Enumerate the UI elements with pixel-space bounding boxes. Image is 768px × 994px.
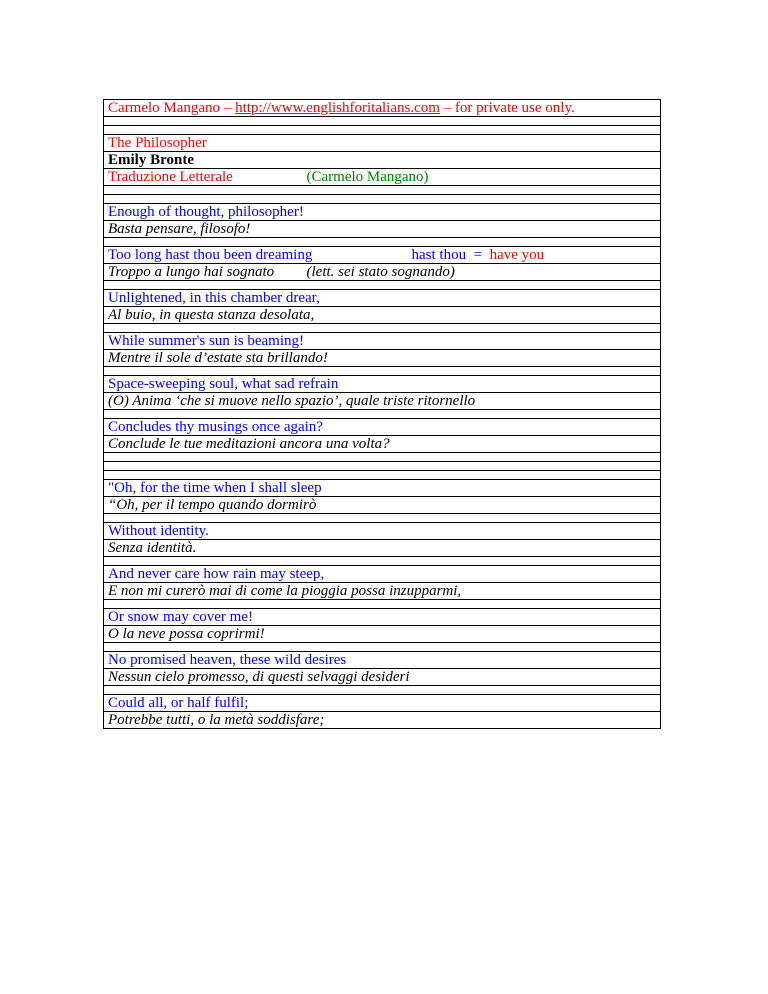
empty-row — [104, 281, 661, 290]
verse-italian: (O) Anima ‘che si muove nello spazio’, quale triste ritornello — [104, 393, 661, 410]
header-url-link[interactable]: http://www.englishforitalians.com — [235, 100, 440, 116]
verse-en-row — [104, 204, 661, 221]
header-dash: – — [439, 100, 455, 116]
verse-english: Or snow may cover me! — [104, 609, 661, 626]
verse-en-row — [104, 480, 661, 497]
verse-en-row — [104, 695, 661, 712]
empty-row — [104, 514, 661, 523]
empty-row — [104, 453, 661, 462]
empty-row — [104, 643, 661, 652]
verse-english: And never care how rain may steep, — [104, 566, 661, 583]
verse-it-row — [104, 264, 661, 281]
verse-note-term: hast thou = have you — [411, 247, 545, 263]
empty-row — [104, 462, 661, 471]
empty-row — [104, 186, 661, 195]
empty-row — [104, 195, 661, 204]
verse-italian: Troppo a lungo hai sognato — [108, 264, 275, 280]
verse-italian: Conclude le tue meditazioni ancora una volta? — [104, 436, 661, 453]
verse-italian-note: (lett. sei stato sognando) — [306, 264, 455, 280]
verse-en-row — [104, 652, 661, 669]
verse-english: Unlightened, in this chamber drear, — [104, 290, 661, 307]
empty-row — [104, 600, 661, 609]
verse-english: Without identity. — [104, 523, 661, 540]
verse-english: Could all, or half fulfil; — [104, 695, 661, 712]
empty-row — [104, 471, 661, 480]
verse-en-row — [104, 609, 661, 626]
verse-it-row — [104, 436, 661, 453]
verse-italian: Potrebbe tutti, o la metà soddisfare; — [104, 712, 661, 729]
verse-italian: Basta pensare, filosofo! — [104, 221, 661, 238]
poem-title: The Philosopher — [104, 135, 661, 152]
title-row — [104, 135, 661, 152]
header-dash: – — [220, 100, 236, 116]
verse-en-row — [104, 333, 661, 350]
empty-row — [104, 238, 661, 247]
verse-english: Concludes thy musings once again? — [104, 419, 661, 436]
header-row — [104, 100, 661, 117]
verse-italian: Mentre il sole d’estate sta brillando! — [104, 350, 661, 367]
translation-row — [104, 169, 661, 186]
document-table — [103, 99, 661, 729]
verse-italian: Nessun cielo promesso, di questi selvaggi desideri — [104, 669, 661, 686]
verse-it-row — [104, 350, 661, 367]
verse-it-row — [104, 393, 661, 410]
verse-it-row — [104, 497, 661, 514]
empty-row — [104, 324, 661, 333]
poet-row — [104, 152, 661, 169]
verse-it-row — [104, 221, 661, 238]
verse-en-row — [104, 247, 661, 264]
verse-en-row — [104, 523, 661, 540]
verse-italian: Al buio, in questa stanza desolata, — [104, 307, 661, 324]
header-cell — [104, 100, 661, 117]
verse-english: No promised heaven, these wild desires — [104, 652, 661, 669]
verse-it-row — [104, 540, 661, 557]
verse-italian: “Oh, per il tempo quando dormirò — [104, 497, 661, 514]
poet-name: Emily Bronte — [104, 152, 661, 169]
verse-en-row — [104, 566, 661, 583]
translation-label: Traduzione Letterale — [108, 169, 233, 185]
empty-row — [104, 557, 661, 566]
verse-en-row — [104, 376, 661, 393]
header-note: for private use only. — [454, 100, 575, 116]
verse-en-row — [104, 419, 661, 436]
verse-english: Too long hast thou been dreaming — [108, 247, 313, 263]
verse-english: Enough of thought, philosopher! — [104, 204, 661, 221]
empty-row — [104, 367, 661, 376]
verse-it-row — [104, 307, 661, 324]
verse-english: While summer's sun is beaming! — [104, 333, 661, 350]
verse-it-row — [104, 626, 661, 643]
empty-row — [104, 117, 661, 126]
verse-english: Space-sweeping soul, what sad refrain — [104, 376, 661, 393]
verse-english: "Oh, for the time when I shall sleep — [104, 480, 661, 497]
verse-italian: E non mi curerò mai di come la pioggia possa inzupparmi, — [104, 583, 661, 600]
verse-it-row — [104, 712, 661, 729]
verse-en-row — [104, 290, 661, 307]
empty-row — [104, 686, 661, 695]
verse-italian: Senza identità. — [104, 540, 661, 557]
verse-it-row — [104, 669, 661, 686]
empty-row — [104, 126, 661, 135]
verse-italian: O la neve possa coprirmi! — [104, 626, 661, 643]
header-author: Carmelo Mangano — [108, 100, 221, 116]
translator-name: (Carmelo Mangano) — [306, 169, 429, 185]
empty-row — [104, 410, 661, 419]
verse-note-value: have you — [489, 247, 545, 263]
verse-it-row — [104, 583, 661, 600]
